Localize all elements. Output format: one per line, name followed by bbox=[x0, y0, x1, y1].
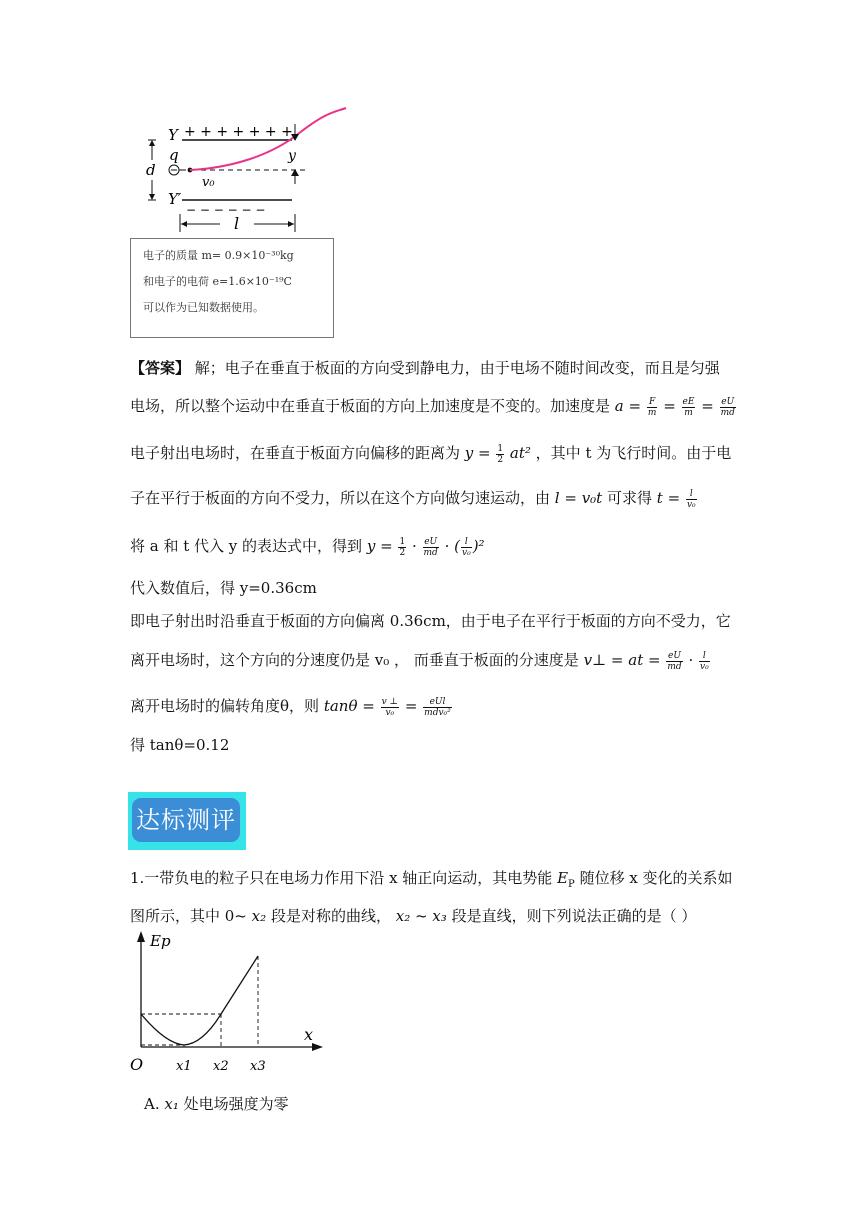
fraction: $\frac{1}{2}$ bbox=[399, 536, 406, 558]
y-axis-label: Ep bbox=[150, 932, 171, 950]
answer-line-1: 【答案】 解；电子在垂直于板面的方向受到静电力，由于电场不随时间改变，而且是匀强 bbox=[130, 359, 720, 377]
section-title: 达标测评 bbox=[132, 798, 240, 842]
length-label: l bbox=[234, 214, 240, 233]
deflection-diagram bbox=[130, 104, 360, 234]
potential-energy-graph bbox=[126, 928, 326, 1078]
answer-line-6: 代入数值后，得 y=0.36cm bbox=[130, 579, 317, 597]
section-banner bbox=[128, 792, 246, 850]
fraction: $\frac{\text{eUl}}{\text{mdv₀²}}$ bbox=[424, 696, 451, 718]
origin-label: O bbox=[130, 1055, 144, 1074]
fraction: $\frac{eU}{md}$ bbox=[720, 396, 735, 418]
answer-tag: 【答案】 bbox=[130, 359, 191, 377]
fraction: $\frac{l}{\text{v₀}}$ bbox=[461, 536, 471, 558]
plate-bottom-label: Y′ bbox=[168, 190, 182, 208]
velocity-label: v₀ bbox=[202, 175, 215, 190]
fraction: $\frac{1}{2}$ bbox=[497, 443, 504, 465]
answer-line-9: 离开电场时的偏转角度θ，则 tanθ = $\frac{v \perp}{\text{v₀}}$ = $\frac{\text{eUl}}{\text{mdv₀²}}$ bbox=[130, 696, 451, 718]
note-line: 可以作为已知数据使用。 bbox=[143, 301, 264, 314]
answer-line-7: 即电子射出时沿垂直于板面的方向偏离 0.36cm，由于电子在平行于板面的方向不受力，它 bbox=[130, 612, 731, 630]
deflection-label: y bbox=[288, 148, 296, 164]
x-axis-label: x bbox=[304, 1025, 314, 1044]
ep-curve bbox=[141, 956, 258, 1045]
plate-top-label: Y bbox=[168, 126, 178, 144]
tick-x1: x1 bbox=[176, 1059, 192, 1074]
fraction: $\frac{v \perp}{\text{v₀}}$ bbox=[381, 696, 399, 718]
answer-line-8: 离开电场时，这个方向的分速度仍是 v₀ ， 而垂直于板面的分速度是 v⊥ = at = $\frac{eU}{md}$ · $\frac{l}{\text{v₀}}$ bbox=[130, 650, 709, 672]
question-line-2: 图所示，其中 0~ x₂ 段是对称的曲线， x₂ ~ x₃ 段是直线，则下列说法正确的是（ ） bbox=[130, 907, 697, 925]
answer-line-4: 子在平行于板面的方向不受力，所以在这个方向做匀速运动，由 l = v₀t 可求得 t = $\frac{l}{\text{v₀}}$ bbox=[130, 488, 696, 510]
question-line-1: 1.一带负电的粒子只在电场力作用下沿 x 轴正向运动，其电势能 $E_P$ 随位移 x 变化的关系如 bbox=[130, 869, 733, 890]
plate-top-charges: + + + + + + + bbox=[184, 124, 293, 140]
fraction: $\frac{F}{m}$ bbox=[647, 396, 657, 418]
answer-line-2: 电场，所以整个运动中在垂直于板面的方向上加速度是不变的。加速度是 a = $\frac{F}{m}$ = $\frac{eE}{m}$ = $\frac{eU}{md}$ bbox=[130, 396, 735, 418]
fraction: $\frac{eE}{m}$ bbox=[682, 396, 695, 418]
given-data-box bbox=[130, 238, 334, 338]
answer-line-3: 电子射出电场时，在垂直于板面方向偏移的距离为 y = $\frac{1}{2}$ at² ，其中 t 为飞行时间。由于电 bbox=[130, 443, 732, 465]
fraction: $\frac{l}{\text{v₀}}$ bbox=[686, 488, 696, 510]
tick-x2: x2 bbox=[213, 1059, 229, 1074]
answer-line-10: 得 tanθ=0.12 bbox=[130, 736, 230, 754]
option-a[interactable]: A. x₁ 处电场强度为零 bbox=[144, 1095, 289, 1113]
note-line: 电子的质量 m= 0.9×10⁻³⁰kg bbox=[143, 249, 294, 262]
answer-line-5: 将 a 和 t 代入 y 的表达式中，得到 y = $\frac{1}{2}$ · $\frac{eU}{md}$ · ( $\frac{l}{\text{v₀}}$ )² bbox=[130, 536, 485, 558]
fraction: $\frac{l}{\text{v₀}}$ bbox=[700, 650, 709, 672]
fraction: $\frac{eU}{md}$ bbox=[667, 650, 682, 672]
note-line: 和电子的电荷 e=1.6×10⁻¹⁹C bbox=[143, 275, 292, 288]
fraction: $\frac{eU}{md}$ bbox=[423, 536, 438, 558]
plate-bottom-charges: − − − − − − bbox=[186, 203, 266, 217]
tick-x3: x3 bbox=[250, 1059, 266, 1074]
separation-label: d bbox=[146, 161, 156, 179]
charge-label: q bbox=[169, 146, 179, 164]
